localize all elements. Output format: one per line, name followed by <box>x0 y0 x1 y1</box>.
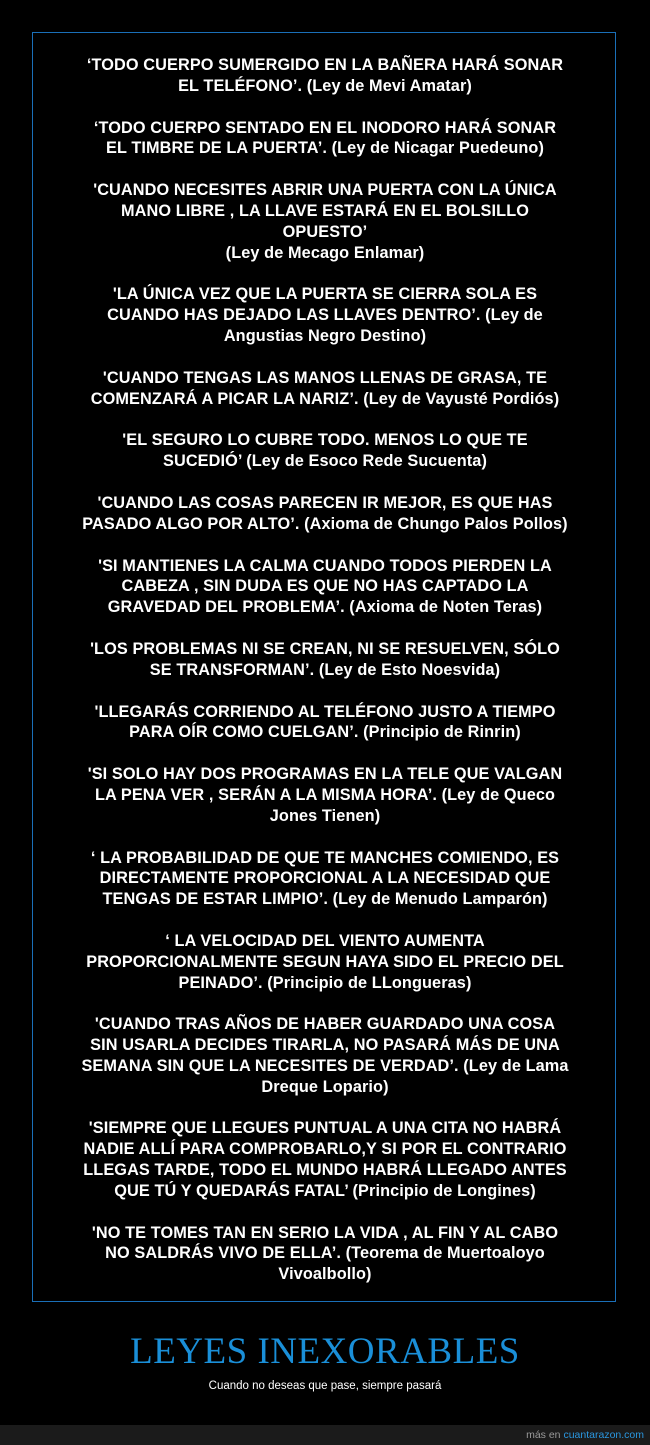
law-item: 'SI MANTIENES LA CALMA CUANDO TODOS PIERDEN LA CABEZA , SIN DUDA ES QUE NO HAS CAPTADO LA GRAVEDAD DEL PROBLEMA’. (Axioma de Noten Teras) <box>98 556 552 617</box>
law-item: ‘TODO CUERPO SUMERGIDO EN LA BAÑERA HARÁ SONAR EL TELÉFONO’. (Ley de Mevi Amatar) <box>86 56 564 95</box>
law-item: 'SI SOLO HAY DOS PROGRAMAS EN LA TELE QUE VALGAN LA PENA VER , SERÁN A LA MISMA HORA’. (Ley de Queco Jones Tienen) <box>87 765 563 825</box>
law-item: 'NO TE TOMES TAN EN SERIO LA VIDA , AL FIN Y AL CABO NO SALDRÁS VIVO DE ELLA’. (Teorema de Muertoaloyo Vivoalbollo) <box>91 1223 559 1284</box>
footer-bar <box>0 1425 650 1445</box>
page-title: LEYES INEXORABLES <box>130 1331 520 1372</box>
footer-text <box>526 1428 644 1442</box>
law-item: 'LLEGARÁS CORRIENDO AL TELÉFONO JUSTO A TIEMPO PARA OÍR COMO CUELGAN’. (Principio de Rinrin) <box>94 702 556 742</box>
law-item: 'CUANDO NECESITES ABRIR UNA PUERTA CON LA ÚNICA MANO LIBRE , LA LLAVE ESTARÁ EN EL BOLSILLO OPUESTO’ (Ley de Mecago Enlamar) <box>93 181 557 262</box>
law-item: ‘TODO CUERPO SENTADO EN EL INODORO HARÁ SONAR EL TIMBRE DE LA PUERTA’. (Ley de Nicagar Puedeuno) <box>93 118 557 158</box>
laws-list <box>33 55 617 1306</box>
law-item: 'CUANDO TENGAS LAS MANOS LLENAS DE GRASA, TE COMENZARÁ A PICAR LA NARIZ’. (Ley de Vayusté Pordiós) <box>90 368 560 408</box>
law-item: 'LOS PROBLEMAS NI SE CREAN, NI SE RESUELVEN, SÓLO SE TRANSFORMAN’. (Ley de Esto Noesvida) <box>90 639 560 679</box>
law-item: 'LA ÚNICA VEZ QUE LA PUERTA SE CIERRA SOLA ES CUANDO HAS DEJADO LAS LLAVES DENTRO’. (Ley de Angustias Negro Destino) <box>107 285 543 345</box>
page-subtitle: Cuando no deseas que pase, siempre pasará <box>208 1380 442 1392</box>
law-item: 'CUANDO LAS COSAS PARECEN IR MEJOR, ES QUE HAS PASADO ALGO POR ALTO’. (Axioma de Chungo Palos Pollos) <box>82 493 568 533</box>
law-item: 'EL SEGURO LO CUBRE TODO. MENOS LO QUE TE SUCEDIÓ’ (Ley de Esoco Rede Sucuenta) <box>122 431 528 471</box>
law-item: 'CUANDO TRAS AÑOS DE HABER GUARDADO UNA COSA SIN USARLA DECIDES TIRARLA, NO PASARÁ MÁS DE UNA SEMANA SIN QUE LA NECESITES DE VERDAD’. (Ley de Lama Dreque Lopario) <box>81 1015 569 1096</box>
law-item: ‘ LA PROBABILIDAD DE QUE TE MANCHES COMIENDO, ES DIRECTAMENTE PROPORCIONAL A LA NECESIDAD QUE TENGAS DE ESTAR LIMPIO’. (Ley de Menudo Lamparón) <box>90 848 560 909</box>
law-item: 'SIEMPRE QUE LLEGUES PUNTUAL A UNA CITA NO HABRÁ NADIE ALLÍ PARA COMPROBARLO,Y SI POR EL CONTRARIO LLEGAS TARDE, TODO EL MUNDO HABRÁ LLEGADO ANTES QUE TÚ Y QUEDARÁS FATAL’ (Principio de Longines) <box>83 1119 567 1200</box>
content-frame <box>32 32 616 1302</box>
footer-prefix: más en <box>526 1429 564 1441</box>
law-item: ‘ LA VELOCIDAD DEL VIENTO AUMENTA PROPORCIONALMENTE SEGUN HAYA SIDO EL PRECIO DEL PEINADO’. (Principio de LLongueras) <box>86 931 564 992</box>
site-link[interactable]: cuantarazon.com <box>563 1429 644 1441</box>
